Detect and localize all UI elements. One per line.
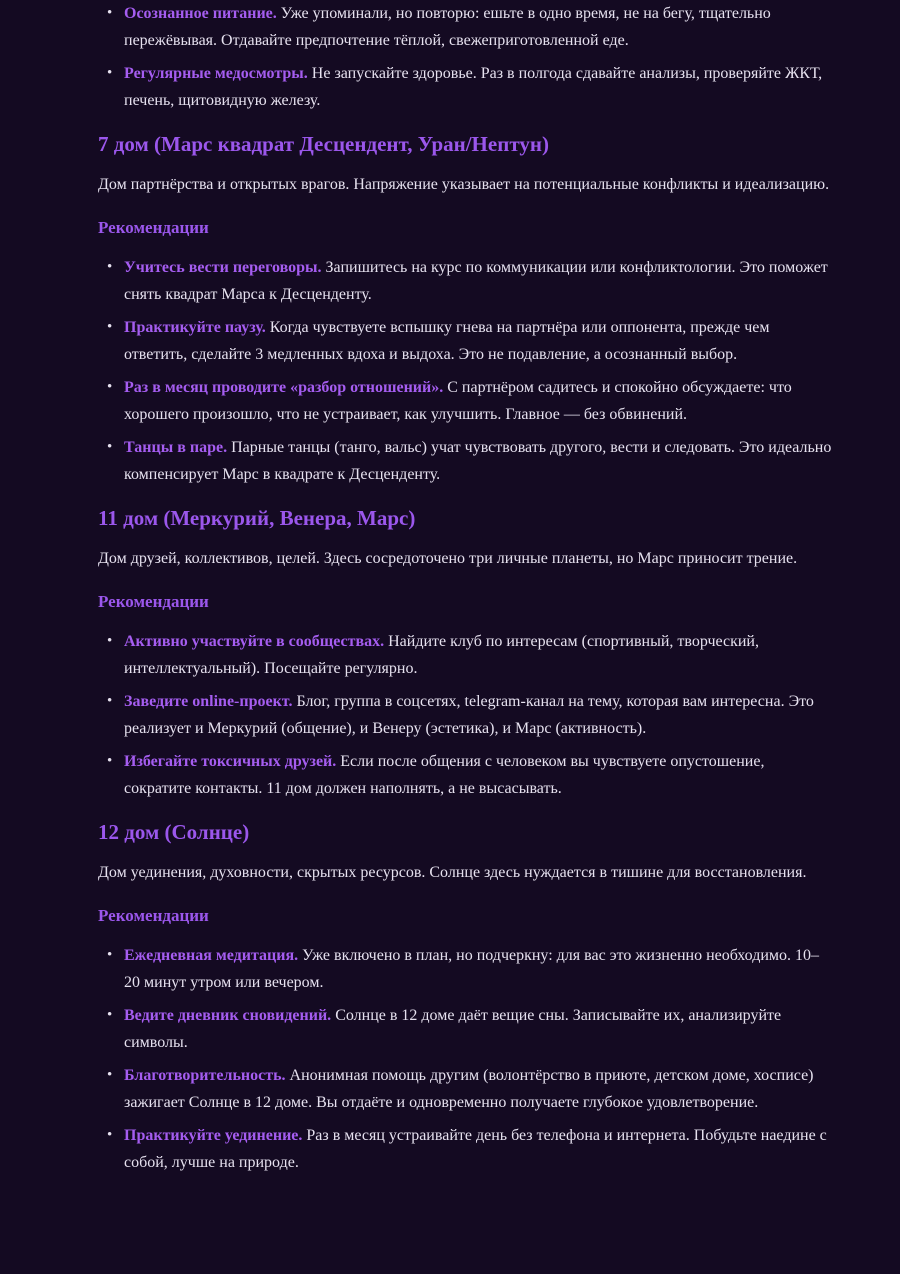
bullet-icon: • <box>107 439 113 455</box>
list-item <box>107 688 832 742</box>
item-lead: Заведите online-проект. <box>124 693 293 710</box>
bullet-icon: • <box>107 1127 113 1143</box>
item-lead: Избегайте токсичных друзей. <box>124 753 337 770</box>
list-item <box>107 1062 832 1116</box>
item-text: Когда чувствуете вспышку гнева на партнёра или оппонента, прежде чем ответить, сделайте 3 медленных вдоха и выдоха. Это не подавление, а осознанный выбор. <box>124 319 770 363</box>
section-intro-house-11: Дом друзей, коллективов, целей. Здесь сосредоточено три личные планеты, но Марс приносит трение. <box>98 550 798 567</box>
health-recommendation-list <box>98 0 832 114</box>
item-lead: Регулярные медосмотры. <box>124 65 308 82</box>
item-text: Блог, группа в соцсетях, telegram-канал на тему, которая вам интересна. Это реализует и Меркурий (общение), и Венеру (эстетика), и Марс (активность). <box>124 693 814 737</box>
document-body <box>98 0 832 1176</box>
item-text: Найдите клуб по интересам (спортивный, творческий, интеллектуальный). Посещайте регулярно. <box>124 633 759 677</box>
recommendation-list-house-12 <box>98 942 832 1176</box>
list-item <box>107 942 832 996</box>
item-text: Анонимная помощь другим (волонтёрство в приюте, детском доме, хосписе) зажигает Солнце в 12 доме. Вы отдаёте и одновременно получаете глубокое удовлетворение. <box>124 1067 814 1111</box>
recommendations-heading: Рекомендации <box>98 906 209 925</box>
item-lead: Танцы в паре. <box>124 439 228 456</box>
item-lead: Активно участвуйте в сообществах. <box>124 633 385 650</box>
section-title-house-12: 12 дом (Солнце) <box>98 820 250 844</box>
item-lead: Благотворительность. <box>124 1067 286 1084</box>
item-lead: Раз в месяц проводите «разбор отношений». <box>124 379 444 396</box>
item-text: Не запускайте здоровье. Раз в полгода сдавайте анализы, проверяйте ЖКТ, печень, щитовидную железу. <box>124 65 823 109</box>
list-item <box>107 434 832 488</box>
bullet-icon: • <box>107 5 113 21</box>
bullet-icon: • <box>107 633 113 649</box>
item-text: Уже упоминали, но повторю: ешьте в одно время, не на бегу, тщательно пережёвывая. Отдавайте предпочтение тёплой, свежеприготовленной еде. <box>124 5 771 49</box>
list-item <box>107 314 832 368</box>
bullet-icon: • <box>107 65 113 81</box>
item-text: С партнёром садитесь и спокойно обсуждаете: что хорошего произошло, что не устраивает, как улучшить. Главное — без обвинений. <box>124 379 792 423</box>
bullet-icon: • <box>107 1007 113 1023</box>
item-text: Запишитесь на курс по коммуникации или конфликтологии. Это поможет снять квадрат Марса к Десценденту. <box>124 259 828 303</box>
item-text: Если после общения с человеком вы чувствуете опустошение, сократите контакты. 11 дом должен наполнять, а не высасывать. <box>124 753 765 797</box>
section-intro-house-7: Дом партнёрства и открытых врагов. Напряжение указывает на потенциальные конфликты и идеализацию. <box>98 176 830 193</box>
item-lead: Учитесь вести переговоры. <box>124 259 322 276</box>
recommendations-heading: Рекомендации <box>98 592 209 611</box>
item-text: Парные танцы (танго, вальс) учат чувствовать другого, вести и следовать. Это идеально компенсирует Марс в квадрате к Десценденту. <box>124 439 832 483</box>
section-intro-house-12: Дом уединения, духовности, скрытых ресурсов. Солнце здесь нуждается в тишине для восстановления. <box>98 864 807 881</box>
bullet-icon: • <box>107 753 113 769</box>
recommendations-heading: Рекомендации <box>98 218 209 237</box>
item-lead: Практикуйте уединение. <box>124 1127 303 1144</box>
bullet-icon: • <box>107 319 113 335</box>
bullet-icon: • <box>107 947 113 963</box>
list-item <box>107 254 832 308</box>
bullet-icon: • <box>107 379 113 395</box>
list-item <box>107 0 832 54</box>
section-title-house-11: 11 дом (Меркурий, Венера, Марс) <box>98 506 416 530</box>
bullet-icon: • <box>107 693 113 709</box>
list-item <box>107 60 832 114</box>
list-item <box>107 1002 832 1056</box>
item-text: Раз в месяц устраивайте день без телефона и интернета. Побудьте наедине с собой, лучше на природе. <box>124 1127 827 1171</box>
bullet-icon: • <box>107 259 113 275</box>
section-title-house-7: 7 дом (Марс квадрат Десцендент, Уран/Нептун) <box>98 132 549 156</box>
item-text: Солнце в 12 доме даёт вещие сны. Записывайте их, анализируйте символы. <box>124 1007 782 1051</box>
bullet-icon: • <box>107 1067 113 1083</box>
list-item <box>107 1122 832 1176</box>
item-lead: Ежедневная медитация. <box>124 947 299 964</box>
recommendation-list-house-7 <box>98 254 832 488</box>
item-lead: Практикуйте паузу. <box>124 319 266 336</box>
item-lead: Осознанное питание. <box>124 5 277 22</box>
recommendation-list-house-11 <box>98 628 832 802</box>
list-item <box>107 628 832 682</box>
list-item <box>107 374 832 428</box>
list-item <box>107 748 832 802</box>
item-lead: Ведите дневник сновидений. <box>124 1007 332 1024</box>
item-text: Уже включено в план, но подчеркну: для вас это жизненно необходимо. 10–20 минут утром или вечером. <box>124 947 820 991</box>
